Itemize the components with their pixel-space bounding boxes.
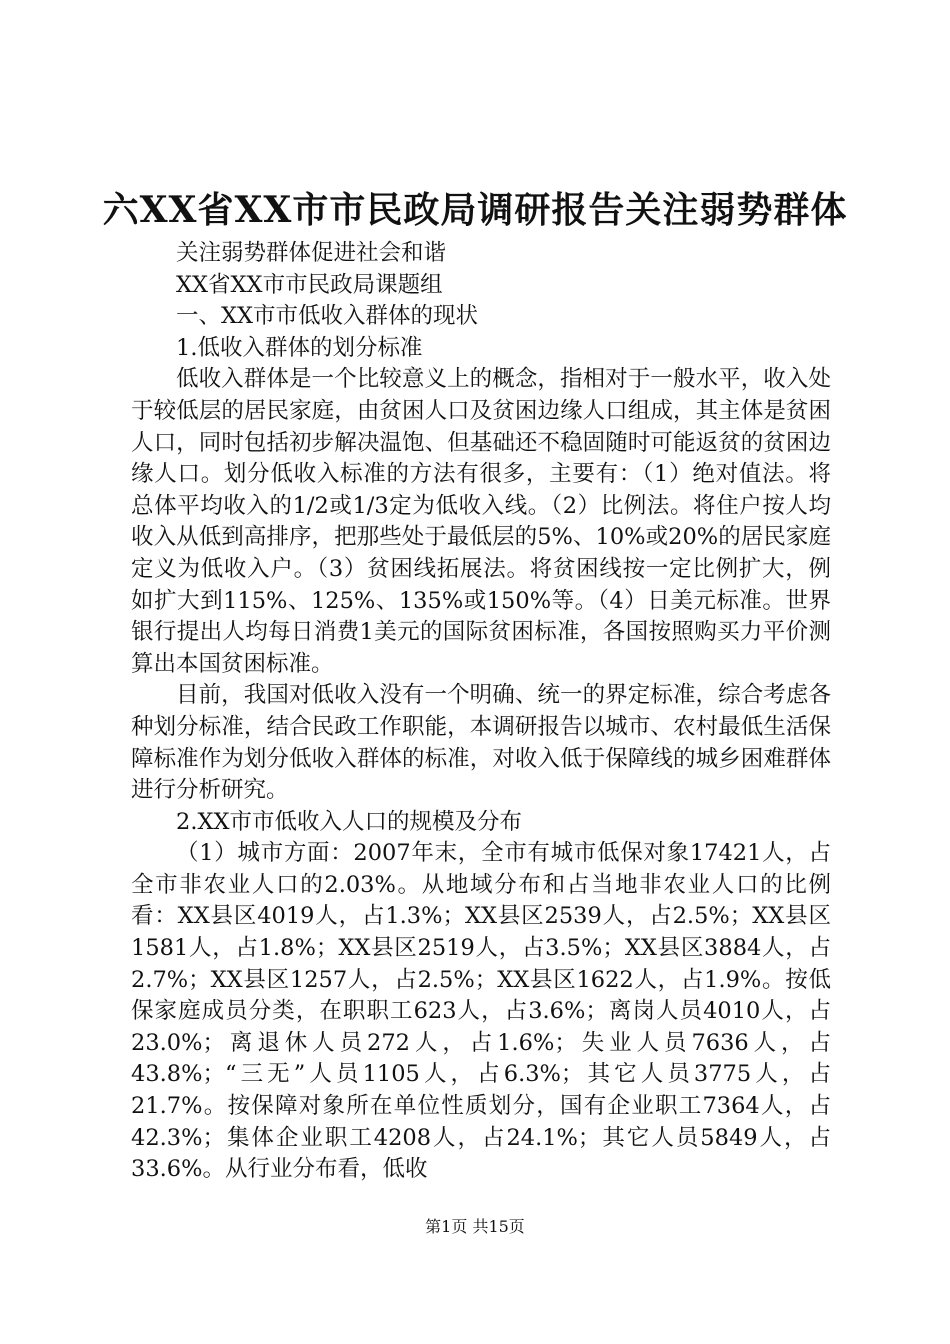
subtitle-paragraph: 关注弱势群体促进社会和谐 [176,240,447,266]
subsection-heading: 1.低收入群体的划分标准 [176,334,423,361]
body-paragraph: 目前，我国对低收入没有一个明确、统一的界定标准，综合考虑各种划分标准，结合民政工作职能，本调研报告以城市、农村最低生活保障标准作为划分低收入群体的标准，对收入低于保障线的城乡困难群体进行分析研究。 [131,682,831,804]
body-paragraph: （1）城市方面：2007年末，全市有城市低保对象17421人，占全市非农业人口的2.03%。从地域分布和占当地非农业人口的比例看：XX县区4019人，占1.3%；XX县区2539人，占2.5%；XX县区1581人，占1.8%；XX县区2519人，占3.5%；XX县区3884人，占2.7%；XX县区1257人，占2.5%；XX县区1622人，占1.9%。按低保家庭成员分类，在职职工623人，占3.6%；离岗人员4010人，占23.0%；离退休人员272人，占1.6%；失业人员7636人，占43.8%；“三无”人员1105人，占6.3%；其它人员3775人，占21.7%。按保障对象所在单位性质划分，国有企业职工7364人，占42.3%；集体企业职工4208人，占24.1%；其它人员5849人，占33.6%。从行业分布看，低收 [131,840,831,1183]
subsection-heading: 2.XX市市低收入人口的规模及分布 [176,808,523,835]
document-body [131,238,831,1186]
document-title: 六XX省XX市市民政局调研报告关注弱势群体 [102,189,848,231]
page-footer: 第1页 共15页 [425,1217,525,1236]
author-paragraph: XX省XX市市民政局课题组 [176,271,443,298]
body-paragraph: 低收入群体是一个比较意义上的概念，指相对于一般水平，收入处于较低层的居民家庭，由贫困人口及贫困边缘人口组成，其主体是贫困人口，同时包括初步解决温饱、但基础还不稳固随时可能返贫的贫困边缘人口。划分低收入标准的方法有很多，主要有：（1）绝对值法。将总体平均收入的1/2或1/3定为低收入线。（2）比例法。将住户按人均收入从低到高排序，把那些处于最低层的5%、10%或20%的居民家庭定义为低收入户。（3）贫困线拓展法。将贫困线按一定比例扩大，例如扩大到115%、125%、135%或150%等。（4）日美元标准。世界银行提出人均每日消费1美元的国际贫困标准，各国按照购买力平价测算出本国贫困标准。 [131,366,831,677]
section-heading: 一、XX市市低收入群体的现状 [176,303,479,330]
